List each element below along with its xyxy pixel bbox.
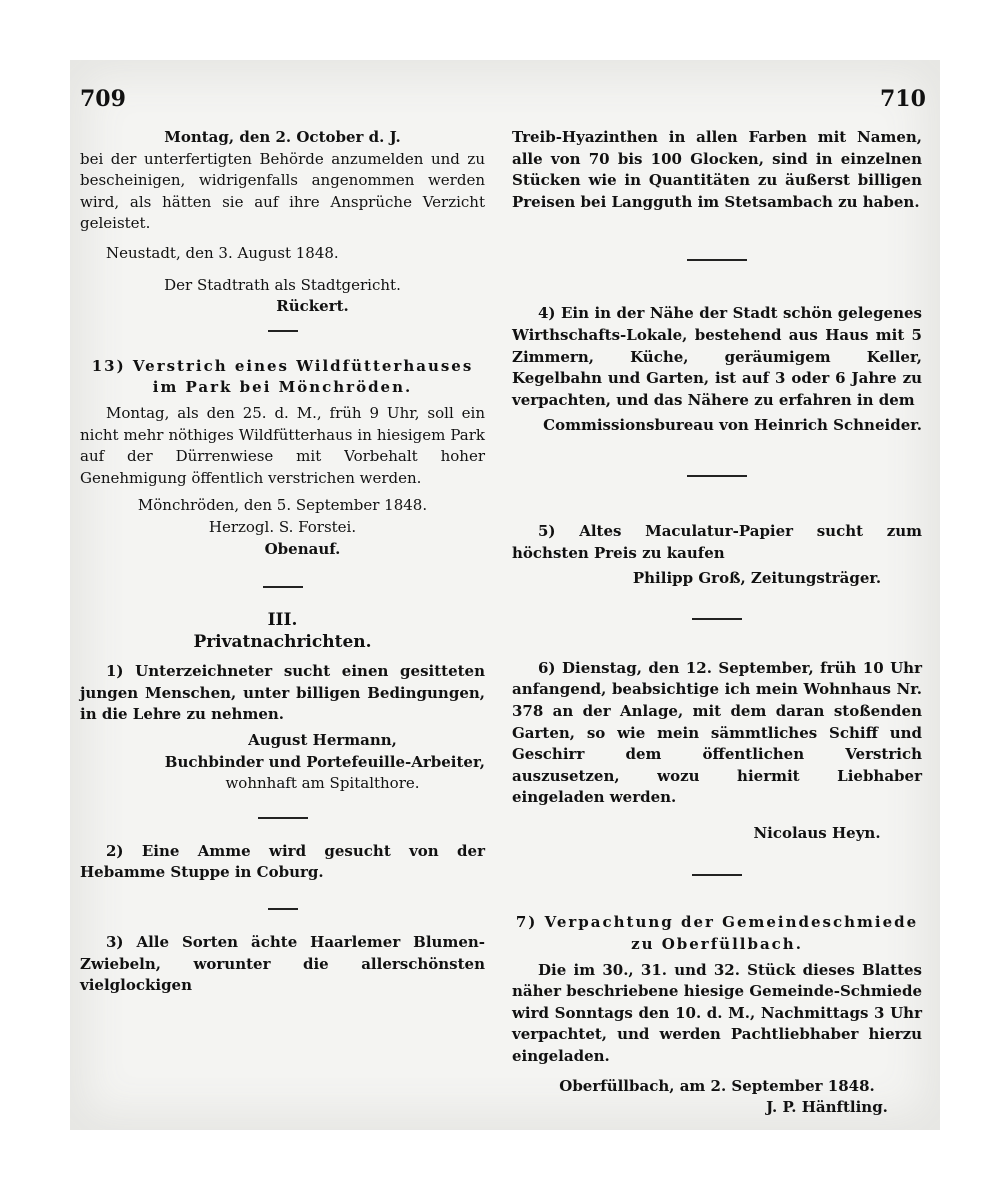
item-4-text: 4) Ein in der Nähe der Stadt schön gelegenes Wirthschafts-Lokale, bestehend aus Haus mit 5 Zimmern, Küche, geräumigem Keller, Kegelbahn und Garten, ist auf 3 oder 6 Jahre zu verpachten, und das Nähere zu erfahren in dem <box>512 304 922 409</box>
page-number-right: 710 <box>880 86 926 112</box>
item-1-text: 1) Unterzeichneter sucht einen gesitteten jungen Menschen, unter billigen Bedingungen, in die Lehre zu nehmen. <box>80 662 485 724</box>
place-date: Neustadt, den 3. August 1848. <box>106 243 339 262</box>
notice-text: bei der unterfertigten Behörde anzumelden und zu bescheinigen, widrigenfalls angenommen werden wird, als hätten sie auf ihre Ansprüche Verzicht geleistet. <box>80 149 485 233</box>
right-column <box>512 127 922 1119</box>
item-3-text: 3) Alle Sorten ächte Haarlemer Blumen-Zwiebeln, worunter die allerschönsten vielglockigen <box>80 933 485 995</box>
signature-name: Rückert. <box>276 297 349 316</box>
item-5-signature: Philipp Groß, Zeitungsträger. <box>632 569 882 588</box>
item-13-subtitle: im Park bei Mönchröden. <box>152 378 413 397</box>
section-title: Privatnachrichten. <box>193 631 372 652</box>
item-4-signature: Commissionsbureau von Heinrich Schneider. <box>543 416 922 435</box>
item-2-text: 2) Eine Amme wird gesucht von der Hebamme Stuppe in Coburg. <box>80 841 485 882</box>
item-7-text: Die im 30., 31. und 32. Stück dieses Blattes näher beschriebene hiesige Gemeinde-Schmiede wird Sonntags den 10. d. M., Nachmittags 3 Uhr verpachtet, und werden Pachtliebhaber hierzu eingeladen. <box>512 960 922 1066</box>
item-7-signature: J. P. Hänftling. <box>766 1098 888 1117</box>
left-column <box>80 127 485 997</box>
item-13-text: Montag, als den 25. d. M., früh 9 Uhr, soll ein nicht mehr nöthiges Wildfütterhaus in hiesigem Park auf der Dürrenwiese mit Vorbehalt hoher Genehmigung öffentlich verstrichen werden. <box>80 403 485 487</box>
signature-authority: Der Stadtrath als Stadtgericht. <box>164 275 401 294</box>
date-line: Montag, den 2. October d. J. <box>164 128 401 146</box>
item-7-place-date: Oberfüllbach, am 2. September 1848. <box>559 1076 875 1095</box>
page-number-left: 709 <box>80 86 126 112</box>
signature-name-2: Obenauf. <box>264 539 341 558</box>
item-6-signature: Nicolaus Heyn. <box>753 823 881 842</box>
item-13-title: 13) Verstrich eines Wildfütterhauses <box>91 356 474 375</box>
item-1-signature-name: August Hermann, <box>248 731 397 750</box>
item-6-text: 6) Dienstag, den 12. September, früh 10 Uhr anfangend, beabsichtige ich mein Wohnhaus Nr. 378 an der Anlage, mit dem daran stoßenden Garten, so wie mein sämmtliches Schiff und Geschirr dem öffentlichen Verstrich auszusetzen, wozu hiermit Liebhaber eingeladen werden. <box>512 658 922 807</box>
item-5-text: 5) Altes Maculatur-Papier sucht zum höchsten Preis zu kaufen <box>512 521 922 562</box>
place-date-2: Mönchröden, den 5. September 1848. <box>137 496 428 515</box>
item-7-title: 7) Verpachtung der Gemeindeschmiede <box>515 913 919 932</box>
section-number: III. <box>267 610 298 631</box>
item-1-signature-trade: Buchbinder und Portefeuille-Arbeiter, <box>164 752 485 771</box>
signature-authority-2: Herzogl. S. Forstei. <box>208 517 357 536</box>
item-7-subtitle: zu Oberfüllbach. <box>631 935 803 954</box>
item-3-continuation: Treib-Hyazinthen in allen Farben mit Namen, alle von 70 bis 100 Glocken, sind in einzelnen Stücken wie in Quantitäten zu äußerst billigen Preisen bei Langguth im Stetsambach zu haben. <box>512 128 922 211</box>
item-1-signature-address: wohnhaft am Spitalthore. <box>225 774 420 793</box>
